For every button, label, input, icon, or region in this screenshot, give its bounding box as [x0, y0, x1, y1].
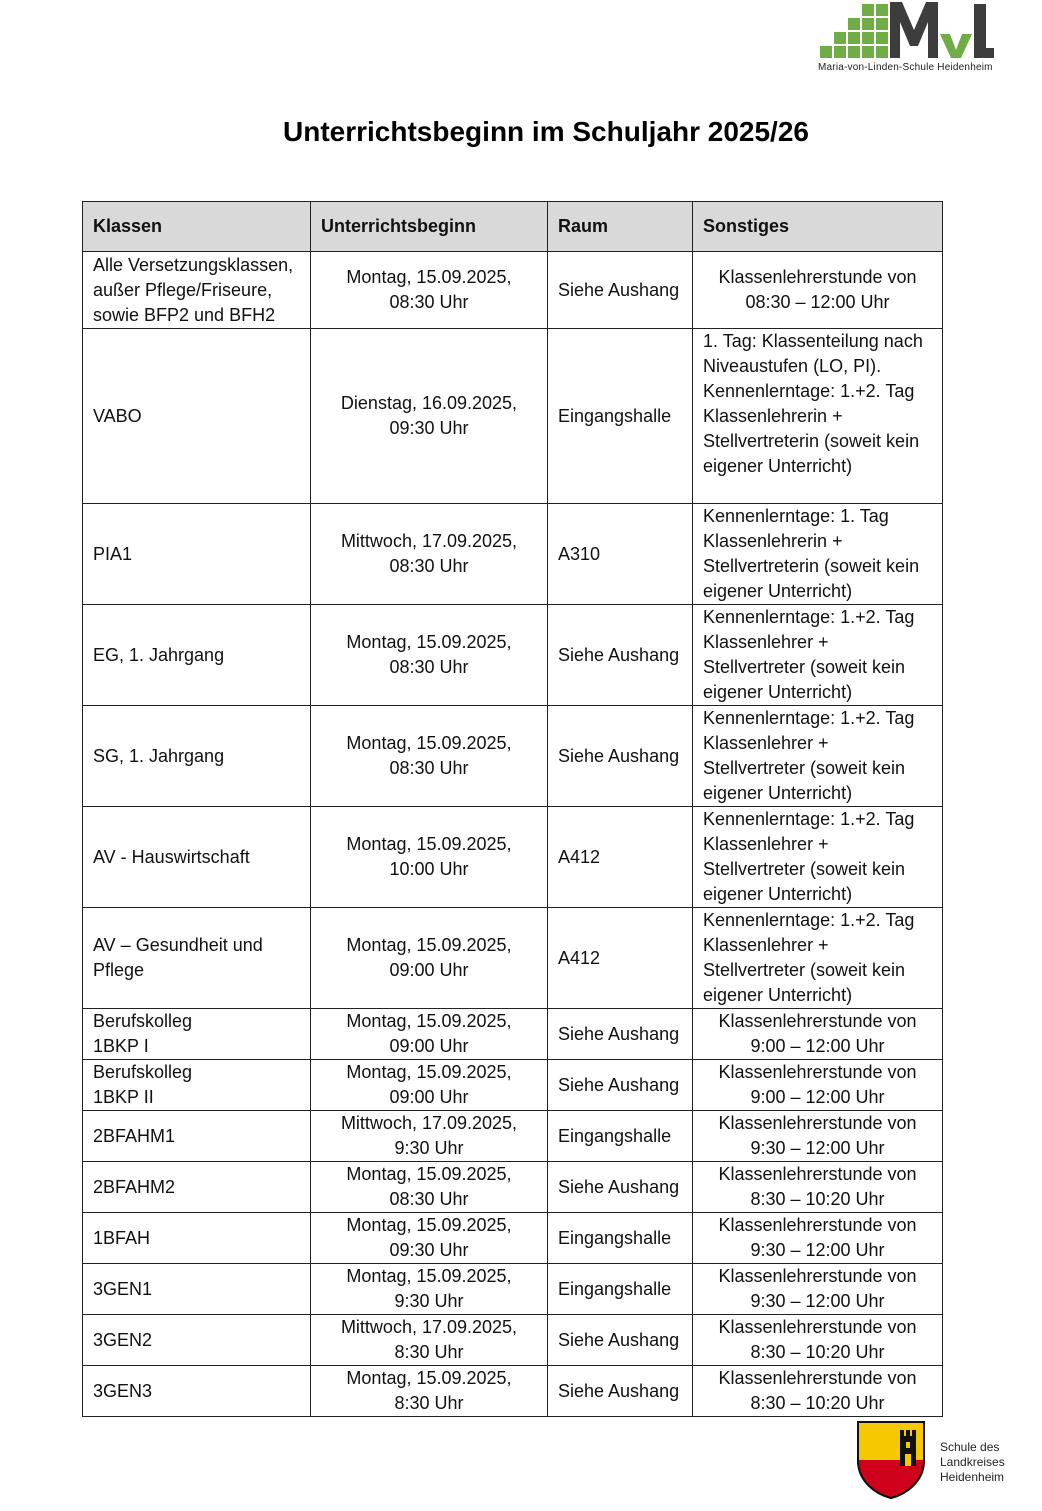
start-day: Montag, 15.09.2025, — [346, 935, 512, 955]
start-time: 08:30 Uhr — [389, 556, 469, 576]
cell-sonstiges — [693, 1162, 943, 1213]
cell-start — [311, 329, 548, 504]
klasse-line2: 1BKP I — [93, 1036, 149, 1056]
start-day: Mittwoch, 17.09.2025, — [340, 1113, 518, 1133]
sonstiges-line2: 9:00 – 12:00 Uhr — [750, 1087, 885, 1107]
start-day: Montag, 15.09.2025, — [346, 733, 512, 753]
table-row — [83, 908, 943, 1009]
footer-line2: Landkreises — [940, 1455, 1005, 1469]
table-row — [83, 1060, 943, 1111]
cell-sonstiges — [693, 1111, 943, 1162]
cell-sonstiges — [693, 1264, 943, 1315]
cell-start — [311, 252, 548, 329]
start-time: 09:00 Uhr — [389, 1087, 469, 1107]
cell-klasse: SG, 1. Jahrgang — [83, 706, 311, 807]
cell-klasse: PIA1 — [83, 504, 311, 605]
start-time: 09:30 Uhr — [389, 1240, 469, 1260]
cell-start — [311, 706, 548, 807]
cell-klasse: 3GEN1 — [83, 1264, 311, 1315]
table-row — [83, 1213, 943, 1264]
cell-klasse: 2BFAHM2 — [83, 1162, 311, 1213]
sonstiges-line2: 8:30 – 10:20 Uhr — [750, 1342, 885, 1362]
cell-sonstiges: Kennenlerntage: 1.+2. Tag Klassenlehrer + Stellvertreter (soweit kein eigener Unterricht) — [693, 807, 943, 908]
cell-raum: Eingangshalle — [548, 1264, 693, 1315]
start-time: 08:30 Uhr — [389, 758, 469, 778]
cell-klasse: Alle Versetzungsklassen, außer Pflege/Friseure, sowie BFP2 und BFH2 — [83, 252, 311, 329]
start-day: Montag, 15.09.2025, — [346, 1062, 512, 1082]
footer-line1: Schule des — [940, 1440, 1000, 1454]
logo-caption: Maria-von-Linden-Schule Heidenheim — [818, 62, 993, 73]
schedule-table — [82, 201, 943, 1417]
cell-sonstiges — [693, 1009, 943, 1060]
table-row — [83, 807, 943, 908]
header-sonstiges: Sonstiges — [693, 202, 943, 252]
cell-raum: Siehe Aushang — [548, 706, 693, 807]
cell-klasse: AV - Hauswirtschaft — [83, 807, 311, 908]
table-row — [83, 1111, 943, 1162]
start-day: Montag, 15.09.2025, — [346, 834, 512, 854]
table-row — [83, 1264, 943, 1315]
cell-raum: A412 — [548, 908, 693, 1009]
cell-raum: Siehe Aushang — [548, 605, 693, 706]
sonstiges-line2: 8:30 – 10:20 Uhr — [750, 1189, 885, 1209]
start-day: Mittwoch, 17.09.2025, — [340, 531, 518, 551]
crest-shield-icon — [856, 1420, 926, 1500]
start-time: 08:30 Uhr — [389, 1189, 469, 1209]
klasse-line2: 1BKP II — [93, 1087, 154, 1107]
cell-raum: Eingangshalle — [548, 329, 693, 504]
start-day: Montag, 15.09.2025, — [346, 1368, 512, 1388]
table-header-row — [83, 202, 943, 252]
sonstiges-line1: Klassenlehrerstunde von — [718, 1215, 917, 1235]
start-time: 9:30 Uhr — [394, 1138, 464, 1158]
cell-start — [311, 504, 548, 605]
start-day: Montag, 15.09.2025, — [346, 267, 512, 287]
cell-start — [311, 908, 548, 1009]
cell-klasse — [83, 1060, 311, 1111]
cell-klasse — [83, 1009, 311, 1060]
cell-start — [311, 605, 548, 706]
start-time: 8:30 Uhr — [394, 1342, 464, 1362]
start-time: 10:00 Uhr — [389, 859, 469, 879]
start-time: 8:30 Uhr — [394, 1393, 464, 1413]
start-day: Mittwoch, 17.09.2025, — [340, 1317, 518, 1337]
cell-start — [311, 1264, 548, 1315]
sonstiges-line1: Klassenlehrerstunde von — [718, 1062, 917, 1082]
cell-sonstiges: 1. Tag: Klassenteilung nach Niveaustufen (LO, PI). Kennenlerntage: 1.+2. Tag Klassenlehrerin + Stellvertreterin (soweit kein eigener Unterricht) — [693, 329, 943, 504]
cell-sonstiges: Kennenlerntage: 1.+2. Tag Klassenlehrer + Stellvertreter (soweit kein eigener Unterricht) — [693, 908, 943, 1009]
start-day: Montag, 15.09.2025, — [346, 1164, 512, 1184]
cell-start — [311, 1315, 548, 1366]
cell-sonstiges — [693, 1060, 943, 1111]
footer-line3: Heidenheim — [940, 1470, 1005, 1484]
cell-raum: Eingangshalle — [548, 1111, 693, 1162]
cell-start — [311, 807, 548, 908]
header-klassen: Klassen — [83, 202, 311, 252]
cell-sonstiges — [693, 1315, 943, 1366]
sonstiges-line1: Klassenlehrerstunde von — [718, 1317, 917, 1337]
table-row — [83, 1162, 943, 1213]
sonstiges-line2: 9:30 – 12:00 Uhr — [750, 1240, 885, 1260]
sonstiges-line1: Klassenlehrerstunde von — [718, 1266, 917, 1286]
page-title: Unterrichtsbeginn im Schuljahr 2025/26 — [283, 116, 809, 147]
cell-raum: Siehe Aushang — [548, 1009, 693, 1060]
cell-start — [311, 1009, 548, 1060]
header-raum: Raum — [548, 202, 693, 252]
table-row — [83, 706, 943, 807]
table-row — [83, 1366, 943, 1417]
sonstiges-line2: 9:30 – 12:00 Uhr — [750, 1138, 885, 1158]
table-row — [83, 605, 943, 706]
cell-klasse: 3GEN2 — [83, 1315, 311, 1366]
sonstiges-line1: Klassenlehrerstunde von — [718, 1113, 917, 1133]
sonstiges-line2: 9:30 – 12:00 Uhr — [750, 1291, 885, 1311]
start-day: Montag, 15.09.2025, — [346, 1266, 512, 1286]
mvl-logo-graphic — [818, 0, 994, 62]
header-unterrichtsbeginn: Unterrichtsbeginn — [311, 202, 548, 252]
cell-raum: Siehe Aushang — [548, 1315, 693, 1366]
start-day: Montag, 15.09.2025, — [346, 632, 512, 652]
start-time: 09:00 Uhr — [389, 960, 469, 980]
sonstiges-line1: Klassenlehrerstunde von — [718, 1011, 917, 1031]
sonstiges-line2: 9:00 – 12:00 Uhr — [750, 1036, 885, 1056]
table-row — [83, 252, 943, 329]
cell-sonstiges: Klassenlehrerstunde von 08:30 – 12:00 Uhr — [693, 252, 943, 329]
sonstiges-line1: Klassenlehrerstunde von — [718, 1368, 917, 1388]
sonstiges-line2: 8:30 – 10:20 Uhr — [750, 1393, 885, 1413]
start-day: Montag, 15.09.2025, — [346, 1011, 512, 1031]
table-row — [83, 504, 943, 605]
start-time: 9:30 Uhr — [394, 1291, 464, 1311]
cell-raum: Eingangshalle — [548, 1213, 693, 1264]
start-time: 08:30 Uhr — [389, 292, 469, 312]
cell-klasse: AV – Gesundheit und Pflege — [83, 908, 311, 1009]
cell-raum: A310 — [548, 504, 693, 605]
klasse-line1: Berufskolleg — [93, 1011, 193, 1031]
start-time: 08:30 Uhr — [389, 657, 469, 677]
cell-sonstiges: Kennenlerntage: 1.+2. Tag Klassenlehrer + Stellvertreter (soweit kein eigener Unterricht) — [693, 605, 943, 706]
cell-sonstiges — [693, 1213, 943, 1264]
cell-klasse: EG, 1. Jahrgang — [83, 605, 311, 706]
cell-start — [311, 1111, 548, 1162]
cell-raum: Siehe Aushang — [548, 1162, 693, 1213]
table-row — [83, 1315, 943, 1366]
cell-start — [311, 1213, 548, 1264]
cell-raum: A412 — [548, 807, 693, 908]
cell-start — [311, 1060, 548, 1111]
footer-district-label — [940, 1440, 1005, 1485]
cell-start — [311, 1162, 548, 1213]
start-time: 09:00 Uhr — [389, 1036, 469, 1056]
cell-sonstiges: Kennenlerntage: 1. Tag Klassenlehrerin + Stellvertreterin (soweit kein eigener Unterricht) — [693, 504, 943, 605]
cell-sonstiges: Kennenlerntage: 1.+2. Tag Klassenlehrer + Stellvertreter (soweit kein eigener Unterricht) — [693, 706, 943, 807]
cell-klasse: 2BFAHM1 — [83, 1111, 311, 1162]
cell-klasse: VABO — [83, 329, 311, 504]
start-day: Dienstag, 16.09.2025, — [340, 393, 518, 413]
cell-klasse: 1BFAH — [83, 1213, 311, 1264]
cell-klasse: 3GEN3 — [83, 1366, 311, 1417]
cell-raum: Siehe Aushang — [548, 1366, 693, 1417]
cell-start — [311, 1366, 548, 1417]
cell-raum: Siehe Aushang — [548, 1060, 693, 1111]
start-day: Montag, 15.09.2025, — [346, 1215, 512, 1235]
table-row — [83, 329, 943, 504]
table-row — [83, 1009, 943, 1060]
start-time: 09:30 Uhr — [389, 418, 469, 438]
district-crest — [856, 1420, 926, 1500]
cell-raum: Siehe Aushang — [548, 252, 693, 329]
cell-sonstiges — [693, 1366, 943, 1417]
klasse-line1: Berufskolleg — [93, 1062, 193, 1082]
sonstiges-line1: Klassenlehrerstunde von — [718, 1164, 917, 1184]
